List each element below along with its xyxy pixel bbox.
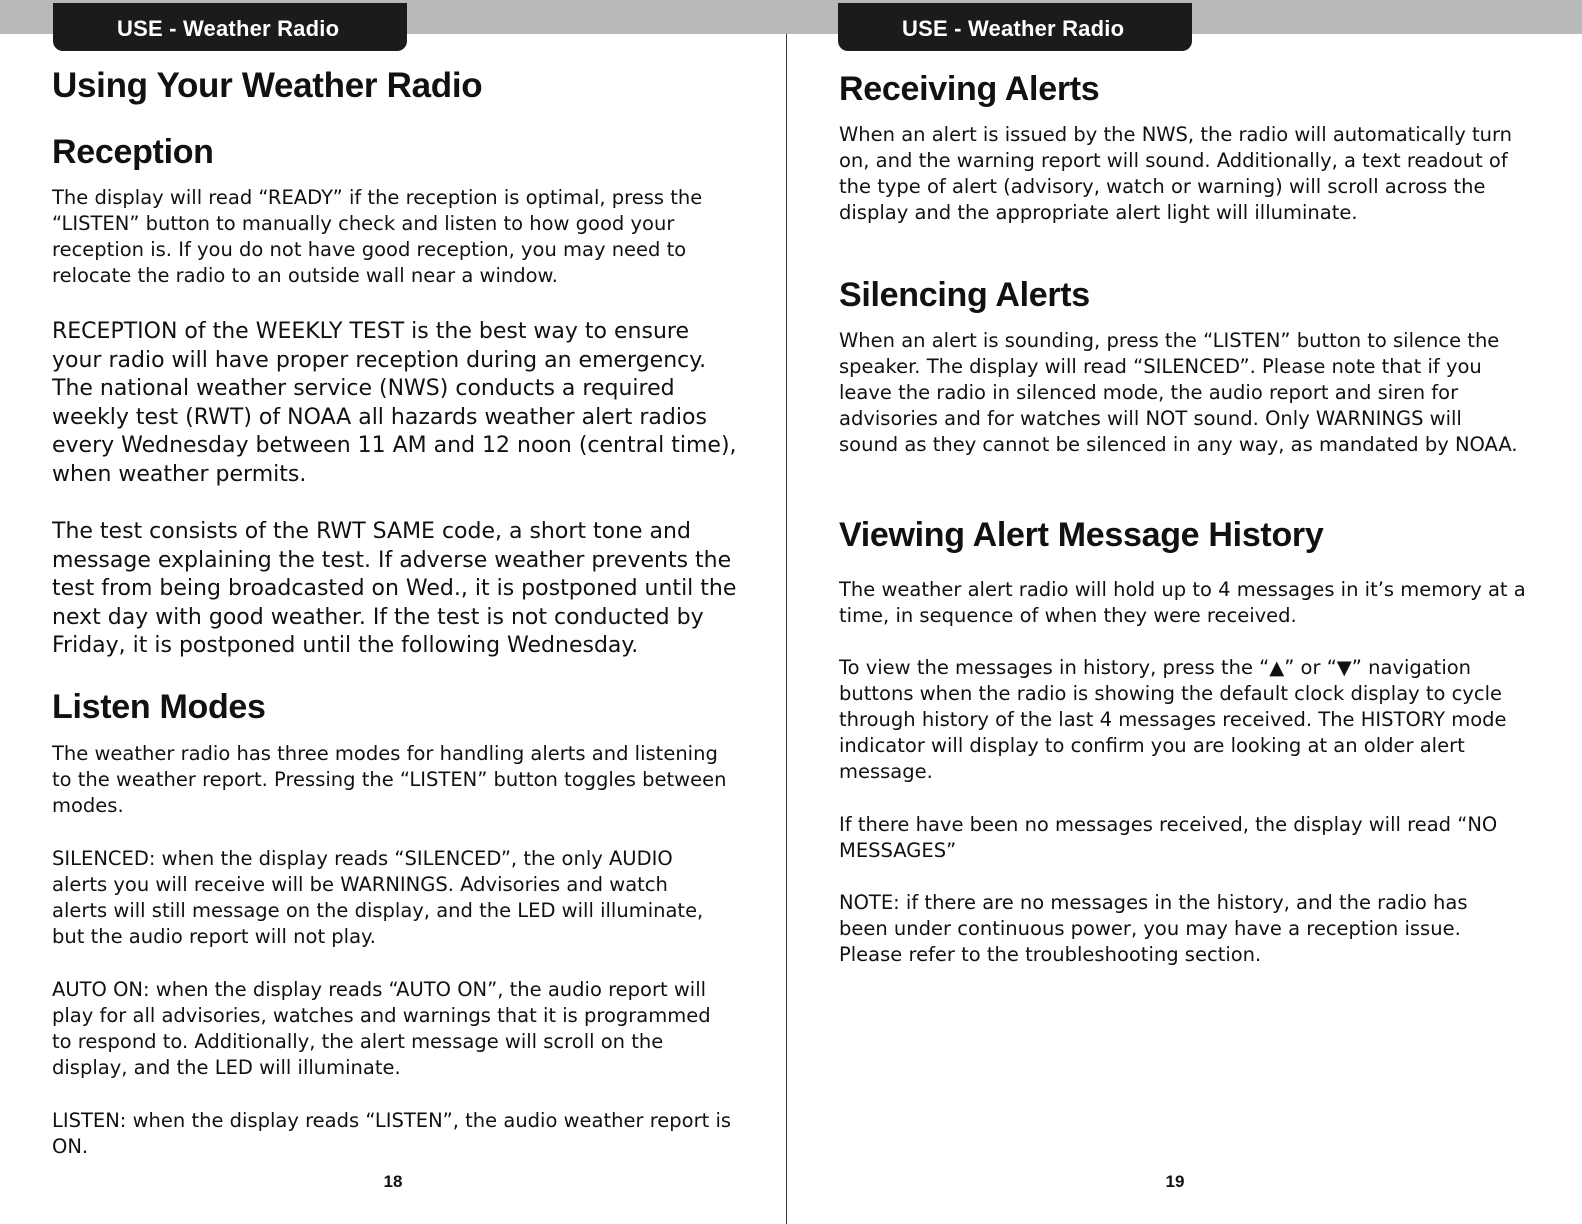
reception-paragraph-1: The display will read “READY” if the reception is optimal, press the “LISTEN” button to manually check and listen to how good your reception is. If you do not have good reception, you may need to relocate the radio to an outside wall near a window. (52, 186, 703, 287)
auto-on-mode-paragraph: AUTO ON: when the display reads “AUTO ON”, the audio report will play for all advisories, watches and warnings that it is programmed to respond to. Additionally, the alert message will scroll on the display, and the LED will illuminate. (52, 978, 711, 1079)
reception-paragraph-2: RECEPTION of the WEEKLY TEST is the best way to ensure your radio will have proper reception during an emergency. The national weather service (NWS) conducts a required weekly test (RWT) of NOAA all hazards weather alert radios every Wednesday between 11 AM and 12 noon (central time), when weather permits. (52, 319, 737, 487)
page-number-right: 19 (1165, 1172, 1185, 1191)
listen-modes-heading: Listen Modes (52, 688, 266, 726)
page-number-left: 18 (383, 1172, 403, 1191)
left-page (52, 0, 742, 1224)
right-section-tab: USE - Weather Radio (838, 3, 1192, 51)
history-paragraph-4: NOTE: if there are no messages in the history, and the radio has been under continuous power, you may have a reception issue. Please refer to the troubleshooting section. (839, 891, 1468, 966)
receiving-alerts-paragraph: When an alert is issued by the NWS, the radio will automatically turn on, and the warning report will sound. Additionally, a text readout of the type of alert (advisory, watch or warning) will scroll across the display and the appropriate alert light will illuminate. (839, 123, 1512, 224)
right-page (839, 0, 1529, 1224)
left-section-tab: USE - Weather Radio (53, 3, 407, 51)
listen-modes-paragraph-1: The weather radio has three modes for handling alerts and listening to the weather report. Pressing the “LISTEN” button toggles between modes. (52, 742, 727, 817)
silencing-alerts-paragraph: When an alert is sounding, press the “LISTEN” button to silence the speaker. The display will read “SILENCED”. Please note that if you leave the radio in silenced mode, the audio report and siren for advisories and for watches will NOT sound. Only WARNINGS will sound as they cannot be silenced in any way, as mandated by NOAA. (839, 329, 1518, 456)
receiving-alerts-heading: Receiving Alerts (839, 70, 1100, 108)
reception-heading: Reception (52, 133, 214, 171)
silencing-alerts-heading: Silencing Alerts (839, 276, 1090, 314)
listen-mode-paragraph: LISTEN: when the display reads “LISTEN”, the audio weather report is ON. (52, 1109, 732, 1158)
reception-paragraph-3: The test consists of the RWT SAME code, a short tone and message explaining the test. If adverse weather prevents the test from being broadcasted on Wed., it is postponed until the next day with good weather. If the test is not conducted by Friday, it is postponed until the following Wednesday. (52, 519, 737, 659)
silenced-mode-paragraph: SILENCED: when the display reads “SILENCED”, the only AUDIO alerts you will receive will be WARNINGS. Advisories and watch alerts will still message on the display, and the LED will illuminate, but the audio report will not play. (52, 847, 704, 948)
history-paragraph-2: To view the messages in history, press the “▲” or “▼” navigation buttons when the radio is showing the default clock display to cycle through history of the last 4 messages received. The HISTORY mode indicator will display to confirm you are looking at an older alert message. (839, 656, 1507, 783)
history-heading: Viewing Alert Message History (839, 516, 1324, 554)
page-title: Using Your Weather Radio (52, 66, 483, 105)
history-paragraph-1: The weather alert radio will hold up to 4 messages in it’s memory at a time, in sequence of when they were received. (839, 578, 1526, 627)
page-divider (786, 34, 787, 1224)
history-paragraph-3: If there have been no messages received, the display will read “NO MESSAGES” (839, 813, 1498, 862)
